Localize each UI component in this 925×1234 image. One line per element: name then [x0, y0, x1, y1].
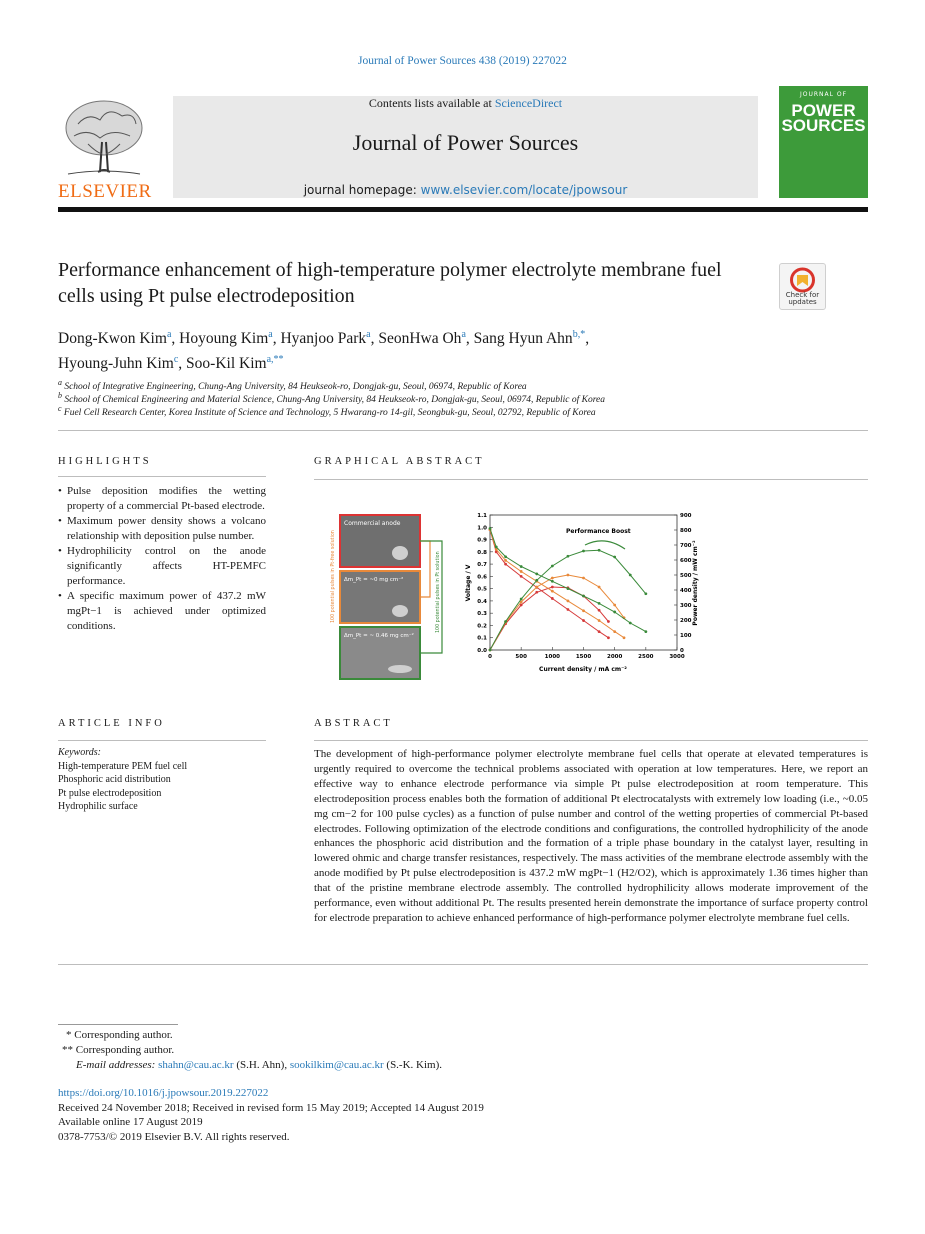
- voltage-data-point: [504, 559, 507, 562]
- highlights-divider: [58, 476, 266, 477]
- performance-boost-label: Performance Boost: [566, 528, 631, 535]
- panel-label: Δm_Pt = ~ 0.46 mg cm⁻²: [344, 633, 414, 639]
- voltage-data-point: [551, 590, 554, 593]
- highlight-item: • Hydrophilicity control on the anode significantly affects HT-PEMFC performance.: [67, 544, 266, 589]
- author-name[interactable]: Hoyoung Kim: [179, 330, 269, 348]
- y2-tick-label: 200: [680, 618, 692, 624]
- corresponding-author-2: ** Corresponding author.: [62, 1044, 175, 1056]
- side-label-pt: 100 potential pulses in Pt solution: [436, 551, 441, 633]
- power-series-line: [490, 575, 624, 650]
- voltage-data-point: [567, 608, 570, 611]
- voltage-data-point: [598, 630, 601, 633]
- article-info-heading: ARTICLE INFO: [58, 718, 165, 729]
- power-data-point: [607, 620, 610, 623]
- highlight-item: • A specific maximum power of 437.2 mW mgPt−1 is achieved under optimized conditions.: [67, 589, 266, 634]
- y-tick-label: 0.0: [477, 648, 487, 654]
- email-line: E-mail addresses: shahn@cau.ac.kr (S.H. Ahn), sookilkim@cau.ac.kr (S.-K. Kim).: [76, 1059, 443, 1071]
- author-name[interactable]: Sang Hyun Ahn: [473, 330, 573, 348]
- elsevier-wordmark: ELSEVIER: [58, 181, 152, 202]
- voltage-data-point: [644, 630, 647, 633]
- voltage-data-point: [629, 622, 632, 625]
- voltage-data-point: [567, 587, 570, 590]
- author-affiliation-mark[interactable]: c: [173, 354, 179, 366]
- contents-line: Contents lists available at ScienceDirect: [368, 96, 563, 110]
- x-tick-label: 3000: [669, 654, 685, 660]
- author-affiliation-mark[interactable]: a: [268, 329, 273, 340]
- y-tick-label: 0.7: [477, 562, 487, 569]
- voltage-data-point: [567, 600, 570, 603]
- y-axis-label: Voltage / V: [465, 564, 472, 602]
- side-label-pt-free: 100 potential pulses in Pt-free solution: [331, 530, 336, 623]
- author-name[interactable]: Hyoung-Juhn Kim: [58, 355, 174, 373]
- abstract-heading: ABSTRACT: [314, 718, 393, 729]
- voltage-data-point: [504, 563, 507, 566]
- y-tick-label: 0.2: [477, 623, 487, 630]
- keywords-label: Keywords:: [58, 747, 101, 758]
- x-tick-label: 2000: [607, 654, 623, 660]
- author-name[interactable]: Hyanjoo Park: [280, 330, 367, 348]
- article-title: Performance enhancement of high-temperature polymer electrolyte membrane fuel cells using Pt pulse electrodeposition: [58, 259, 722, 307]
- affiliation-b: $^b$ School of Chemical Engineering and Material Science, Chung-Ang University, 84 Heukseok-ro, Dongjak-gu, Seoul, 06974, Republic of Korea: [58, 391, 606, 406]
- power-data-point: [489, 649, 492, 652]
- check-updates-icon: [780, 264, 825, 294]
- author-affiliation-mark[interactable]: a: [166, 329, 172, 340]
- voltage-data-point: [613, 611, 616, 614]
- y-tick-label: 0.6: [477, 574, 487, 581]
- voltage-data-point: [520, 570, 523, 573]
- keyword: High-temperature PEM fuel cell: [58, 760, 188, 772]
- y-tick-label: 0.5: [477, 586, 487, 593]
- x-tick-label: 500: [515, 654, 527, 660]
- affiliation-c: $^c$ Fuel Cell Research Center, Korea Institute of Science and Technology, 5 Hwarang-ro 14-gil, Seongbuk-gu, Seoul, 02792, Republic of Korea: [58, 404, 596, 419]
- power-data-point: [520, 598, 523, 601]
- power-data-point: [582, 577, 585, 580]
- voltage-data-point: [520, 575, 523, 578]
- y-tick-label: 0.3: [477, 611, 487, 618]
- power-data-point: [551, 577, 554, 580]
- plot-frame: [490, 515, 677, 650]
- y2-tick-label: 100: [680, 633, 692, 639]
- voltage-data-point: [607, 636, 610, 639]
- author-name[interactable]: SeonHwa Oh: [378, 330, 462, 348]
- footnote-rule: [58, 1024, 178, 1025]
- power-data-point: [613, 604, 616, 607]
- abstract-text: The development of high-performance polymer electrolyte membrane fuel cells that operate at elevated temperatures is urgently required to overcome the technical problems associated with operation at low temperatures. Here, we report an effective way to enhance electrode performance via simple Pt pulse electrodeposition at room temperature. This electrodeposition process enables both the formation of additional Pt electrocatalysts with extremely low loading (i.e., ~0.05 mg cm−2 for 100 pulse cycles) as a function of pulse number and control of the wetting properties of commercial Pt-based electrodes. Following optimization of the electrode conditions and configurations, the controlled hydrophilicity of the anode enhances the phosphoric acid distribution and the formation of a triple phase boundary in the catalyst layer, resulting in lowered ohmic and charge transfer resistances, respectively. The mass activities of the membrane electrode assembly with the anode modified by Pt pulse electrodeposition is 437.2 mW mgPt−1 (H2/O2), which is approximately 1.36 times higher than that of the pristine membrane electrode assembly. The controlled hydrophilicity allows moderate improvement of the performance, even without additional Pt. The results presented herein demonstrate the importance of surface property control for electrode preparation to achieve enhanced performance of high-performance polymer electrolyte membrane fuel cells.: [314, 748, 868, 924]
- cover-title: POWER SOURCES: [781, 101, 866, 135]
- journal-reference[interactable]: Journal of Power Sources 438 (2019) 227022: [358, 55, 567, 67]
- y2-tick-label: 800: [680, 528, 692, 534]
- voltage-data-point: [535, 573, 538, 576]
- voltage-data-point: [582, 619, 585, 622]
- check-updates-label: Check for updates: [785, 291, 820, 306]
- power-data-point: [535, 579, 538, 582]
- voltage-data-point: [598, 602, 601, 605]
- power-data-point: [535, 586, 538, 589]
- y-tick-label: 0.9: [477, 537, 487, 544]
- water-droplet-icon: [392, 605, 408, 617]
- y2-tick-label: 0: [680, 648, 684, 654]
- panel-label: Commercial anode: [344, 520, 401, 527]
- power-data-point: [567, 555, 570, 558]
- x-tick-label: 2500: [638, 654, 654, 660]
- author-affiliation-mark[interactable]: a: [366, 329, 371, 340]
- doi-link[interactable]: https://doi.org/10.1016/j.jpowsour.2019.227022: [58, 1087, 269, 1099]
- y2-tick-label: 300: [680, 603, 692, 609]
- power-data-point: [598, 549, 601, 552]
- y2-tick-label: 500: [680, 573, 692, 579]
- author-list: Dong-Kwon Kim$^a$, Hoyoung Kim$^a$, Hyanjoo Park$^a$, SeonHwa Oh$^a$, Sang Hyun Ahn$^{b,*}$, Hyoung-Juhn Kim$^c$, Soo-Kil Kim$^{a,**}$: [58, 329, 590, 373]
- x-tick-label: 1000: [544, 654, 560, 660]
- affiliation-a: $^a$ School of Integrative Engineering, Chung-Ang University, 84 Heukseok-ro, Dongjak-gu, Seoul, 06974, Republic of Korea: [58, 378, 527, 393]
- highlight-item: • Pulse deposition modifies the wetting property of a commercial Pt-based electrode.: [67, 484, 266, 514]
- y-tick-label: 0.1: [477, 635, 487, 642]
- keyword: Pt pulse electrodeposition: [58, 787, 162, 799]
- author-name[interactable]: Dong-Kwon Kim: [58, 330, 167, 348]
- voltage-data-point: [551, 597, 554, 600]
- header-divider: [58, 207, 868, 212]
- water-droplet-icon: [392, 546, 408, 560]
- author-affiliation-mark[interactable]: a,**: [266, 354, 284, 366]
- author-affiliation-mark[interactable]: b,*: [572, 329, 586, 340]
- y2-tick-label: 600: [680, 558, 692, 564]
- homepage-link[interactable]: www.elsevier.com/locate/jpowsour: [420, 183, 628, 197]
- keyword: Phosphoric acid distribution: [58, 774, 171, 785]
- corresponding-author-1: * Corresponding author.: [66, 1029, 173, 1041]
- voltage-data-point: [598, 619, 601, 622]
- copyright: 0378-7753/© 2019 Elsevier B.V. All rights reserved.: [58, 1130, 290, 1143]
- email-link-ahn[interactable]: shahn@cau.ac.kr: [158, 1059, 234, 1071]
- voltage-data-point: [613, 630, 616, 633]
- voltage-data-point: [582, 595, 585, 598]
- keywords-block: [58, 746, 266, 814]
- x-axis-label: Current density / mA cm⁻²: [539, 666, 627, 673]
- power-data-point: [613, 556, 616, 559]
- footnotes: [62, 1028, 766, 1073]
- received-dates: Received 24 November 2018; Received in revised form 15 May 2019; Accepted 14 August 2019: [58, 1101, 484, 1114]
- highlight-item: • Maximum power density shows a volcano relationship with deposition pulse number.: [67, 514, 266, 544]
- available-online: Available online 17 August 2019: [58, 1116, 203, 1128]
- highlights-list: [58, 484, 266, 634]
- y-tick-label: 0.4: [477, 598, 487, 605]
- voltage-data-point: [623, 636, 626, 639]
- power-data-point: [598, 586, 601, 589]
- journal-name: Journal of Power Sources: [352, 130, 579, 155]
- power-data-point: [644, 592, 647, 595]
- polarization-chart: [465, 513, 699, 673]
- graphical-abstract-heading: GRAPHICAL ABSTRACT: [314, 456, 485, 467]
- abstract-bottom-divider: [58, 964, 868, 965]
- y-tick-label: 1.0: [477, 525, 487, 532]
- y2-tick-label: 400: [680, 588, 692, 594]
- power-data-point: [629, 574, 632, 577]
- y2-tick-label: 900: [680, 513, 692, 519]
- voltage-data-point: [551, 580, 554, 583]
- y2-tick-label: 700: [680, 543, 692, 549]
- keyword: Hydrophilic surface: [58, 801, 138, 812]
- voltage-data-point: [504, 555, 507, 558]
- power-data-point: [551, 565, 554, 568]
- panel-label: Δm_Pt = ~0 mg cm⁻²: [344, 577, 404, 583]
- voltage-data-point: [520, 565, 523, 568]
- author-name[interactable]: Soo-Kil Kim: [186, 355, 267, 373]
- water-droplet-icon: [388, 665, 412, 673]
- highlights-heading: HIGHLIGHTS: [58, 456, 152, 467]
- connector-line: [420, 541, 430, 597]
- article-history: [58, 1086, 858, 1144]
- graphical-abstract-divider: [314, 479, 868, 480]
- power-data-point: [535, 591, 538, 594]
- graphical-abstract-figure[interactable]: [330, 505, 700, 690]
- boost-arrow-icon: [585, 541, 625, 549]
- affiliations-divider: [58, 430, 868, 431]
- power-data-point: [582, 550, 585, 553]
- cover-subtitle: JOURNAL OF: [799, 91, 848, 98]
- article-info-divider: [58, 740, 266, 741]
- voltage-data-point: [495, 546, 498, 549]
- voltage-data-point: [489, 527, 492, 530]
- y2-axis-label: Power density / mW cm⁻²: [692, 540, 699, 626]
- power-data-point: [551, 586, 554, 589]
- power-data-point: [598, 609, 601, 612]
- journal-homepage: journal homepage: www.elsevier.com/locate/jpowsour: [303, 183, 628, 197]
- sciencedirect-link[interactable]: ScienceDirect: [494, 96, 563, 110]
- x-tick-label: 1500: [575, 654, 592, 660]
- power-data-point: [567, 574, 570, 577]
- power-data-point: [504, 620, 507, 623]
- x-tick-label: 0: [488, 654, 492, 660]
- email-link-kim[interactable]: sookilkim@cau.ac.kr: [289, 1059, 384, 1071]
- author-affiliation-mark[interactable]: a: [461, 329, 466, 340]
- abstract-divider: [314, 740, 868, 741]
- y-tick-label: 1.1: [477, 513, 487, 519]
- voltage-data-point: [582, 609, 585, 612]
- y-tick-label: 0.8: [477, 549, 487, 556]
